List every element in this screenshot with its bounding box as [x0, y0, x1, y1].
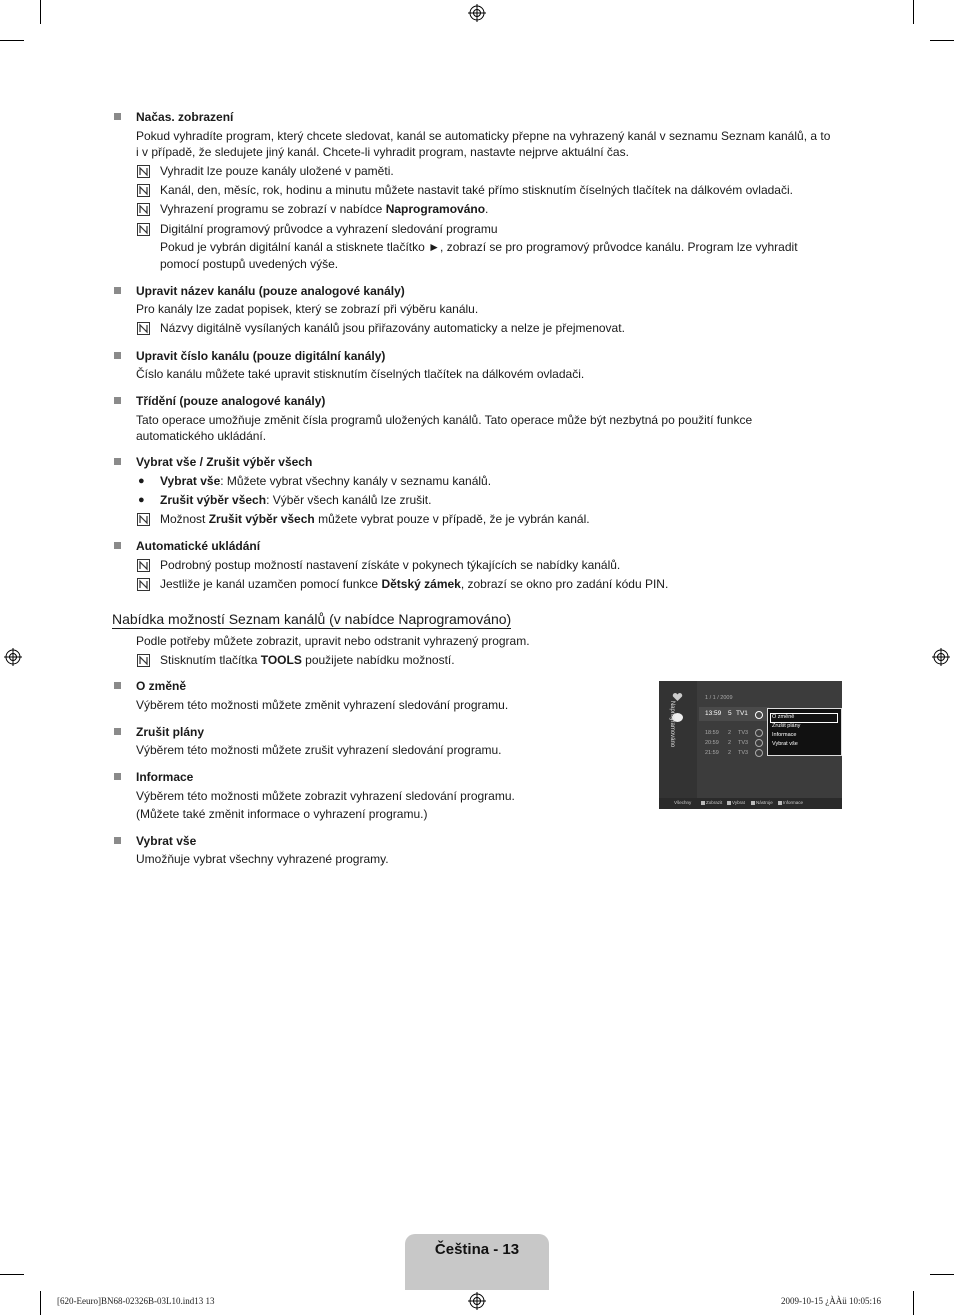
paragraph: i v případě, že sledujete jiný kanál. Chcete-li vyhradit program, nastavte nejprve aktuální čas.: [136, 145, 629, 159]
note-text: Názvy digitálně vysílaných kanálů jsou přiřazovány automaticky a nelze je přejmenovat.: [160, 321, 625, 335]
bullet-text: Zrušit výběr všech: Výběr všech kanálů lze zrušit.: [160, 493, 432, 507]
tv-row-num: 2: [728, 740, 732, 746]
print-footer-right: 2009-10-15 ¿ÀÀü 10:05:16: [781, 1296, 881, 1306]
note-icon: [137, 203, 150, 216]
note-icon: [137, 513, 150, 526]
button-swatch-icon: [751, 801, 755, 805]
tv-row-channel: TV3: [738, 730, 749, 736]
tools-popup-menu: [767, 708, 842, 756]
tv-date: 1 / 1 / 2009: [705, 695, 733, 701]
option-title: Vybrat vše: [136, 834, 197, 848]
tv-current-time: 13:59: [705, 710, 722, 717]
note-text: Vyhrazení programu se zobrazí v nabídce Naprogramováno.: [160, 202, 489, 216]
note-icon: [137, 322, 150, 335]
page-number-tab: [405, 1234, 549, 1290]
subsection-heading: Nabídka možností Seznam kanálů (v nabídce Naprogramováno): [112, 611, 512, 627]
tv-footer: [659, 798, 842, 809]
page-label: Čeština - 13: [434, 1241, 520, 1258]
tv-row-num: 2: [728, 730, 732, 736]
crop-mark: [913, 1291, 914, 1315]
footer-info: Informace: [778, 800, 803, 805]
button-swatch-icon: [727, 801, 731, 805]
paragraph: Tato operace umožňuje změnit čísla programů uložených kanálů. Tato operace může být nezbytná po použití funkce: [136, 413, 753, 427]
note-text: pomocí postupů uvedených výše.: [160, 257, 339, 271]
note-text: Kanál, den, měsíc, rok, hodinu a minutu můžete nastavit také přímo stisknutím číselných tlačítek na dálkovém ovladači.: [160, 183, 793, 197]
tv-row-time: 21:59: [705, 750, 719, 756]
clock-icon: [755, 729, 763, 737]
bullet-square-icon: [114, 287, 121, 294]
paragraph: Výběrem této možnosti můžete zobrazit vyhrazení sledování programu.: [136, 789, 515, 803]
bullet-square-icon: [114, 397, 121, 404]
footer-tools: Nástroje: [751, 800, 773, 805]
button-swatch-icon: [701, 801, 705, 805]
crop-mark: [40, 1291, 41, 1315]
bullet-text: Vybrat vše: Můžete vybrat všechny kanály v seznamu kanálů.: [160, 474, 492, 488]
popup-item[interactable]: Informace: [772, 732, 797, 738]
section-title: Automatické ukládání: [136, 539, 261, 553]
paragraph: automatického ukládání.: [136, 429, 267, 443]
popup-item[interactable]: O změně: [772, 714, 795, 720]
registration-mark-icon: [4, 648, 22, 666]
note-icon: [137, 654, 150, 667]
crop-mark: [930, 40, 954, 41]
paragraph: Výběrem této možnosti můžete změnit vyhrazení sledování programu.: [136, 698, 509, 712]
footer-zoom: Zobrazit: [701, 800, 722, 805]
bullet-square-icon: [114, 682, 121, 689]
bullet-square-icon: [114, 728, 121, 735]
heart-icon: [672, 693, 683, 701]
tv-row-channel: TV3: [738, 740, 749, 746]
clock-icon: [755, 749, 763, 757]
note-text: Jestliže je kanál uzamčen pomocí funkce Dětský zámek, zobrazí se okno pro zadání kódu PIN.: [160, 577, 669, 591]
note-text: Digitální programový průvodce a vyhrazení sledování programu: [160, 222, 498, 236]
option-title: Zrušit plány: [136, 725, 205, 739]
tv-sidebar: [659, 681, 697, 799]
bullet-dot-icon: ●: [138, 494, 145, 506]
note-icon: [137, 184, 150, 197]
section-title: Upravit číslo kanálu (pouze digitální kanály): [136, 349, 386, 363]
tv-row-time: 20:59: [705, 740, 719, 746]
note-text: Vyhradit lze pouze kanály uložené v paměti.: [160, 164, 394, 178]
crop-mark: [0, 40, 24, 41]
tv-row-time: 18:59: [705, 730, 719, 736]
crop-mark: [930, 1274, 954, 1275]
popup-item[interactable]: Vybrat vše: [772, 741, 798, 747]
note-icon: [137, 559, 150, 572]
paragraph: Výběrem této možnosti můžete zrušit vyhrazení sledování programu.: [136, 743, 502, 757]
note-icon: [137, 165, 150, 178]
bullet-dot-icon: ●: [138, 475, 145, 487]
note-icon: [137, 578, 150, 591]
note-text: Pokud je vybrán digitální kanál a stisknete tlačítko ►, zobrazí se pro programový průvodce kanálu. Program lze vyhradit: [160, 240, 798, 254]
clock-icon: [755, 739, 763, 747]
bullet-square-icon: [114, 352, 121, 359]
paragraph: (Můžete také změnit informace o vyhrazení programu.): [136, 807, 428, 821]
bullet-square-icon: [114, 773, 121, 780]
paragraph: Podle potřeby můžete zobrazit, upravit nebo odstranit vyhrazený program.: [136, 634, 530, 648]
tv-current-num: 5: [728, 710, 732, 717]
paragraph: Pokud vyhradíte program, který chcete sledovat, kanál se automaticky přepne na vyhrazený kanál v seznamu Seznam kanálů, a to: [136, 129, 831, 143]
bullet-square-icon: [114, 542, 121, 549]
registration-mark-icon: [932, 648, 950, 666]
tv-screenshot: [659, 681, 842, 809]
option-title: Informace: [136, 770, 194, 784]
bullet-square-icon: [114, 113, 121, 120]
paragraph: Číslo kanálu můžete také upravit stisknutím číselných tlačítek na dálkovém ovladači.: [136, 367, 585, 381]
crop-mark: [913, 0, 914, 24]
option-title: O změně: [136, 679, 187, 693]
note-icon: [137, 223, 150, 236]
button-swatch-icon: [778, 801, 782, 805]
note-text: Podrobný postup možností nastavení získáte v pokynech týkajících se nabídky kanálů.: [160, 558, 621, 572]
crop-mark: [0, 1274, 24, 1275]
note-text: Stisknutím tlačítka TOOLS použijete nabídku možností.: [160, 653, 455, 667]
section-title: Upravit název kanálu (pouze analogové kanály): [136, 284, 405, 298]
tv-row-channel: TV3: [738, 750, 749, 756]
paragraph: Pro kanály lze zadat popisek, který se zobrazí při výběru kanálu.: [136, 302, 479, 316]
registration-mark-icon: [468, 1292, 486, 1310]
footer-all: Všechny: [674, 800, 692, 805]
section-title: Vybrat vše / Zrušit výběr všech: [136, 455, 313, 469]
crop-mark: [40, 0, 41, 24]
note-text: Možnost Zrušit výběr všech můžete vybrat pouze v případě, že je vybrán kanál.: [160, 512, 590, 526]
clock-icon: [755, 711, 763, 719]
bullet-square-icon: [114, 837, 121, 844]
bullet-square-icon: [114, 458, 121, 465]
registration-mark-icon: [468, 4, 486, 22]
section-title: Načas. zobrazení: [136, 110, 234, 124]
footer-select: Vybrat: [727, 800, 745, 805]
tv-current-channel: TV1: [736, 710, 748, 717]
popup-item[interactable]: Zrušit plány: [772, 723, 801, 729]
print-footer-left: [620-Eeuro]BN68-02326B-03L10.ind13 13: [57, 1296, 215, 1306]
tv-row-num: 2: [728, 750, 732, 756]
section-title: Třídění (pouze analogové kanály): [136, 394, 326, 408]
tv-side-label: Naprogramováno: [669, 700, 676, 748]
paragraph: Umožňuje vybrat všechny vyhrazené programy.: [136, 852, 389, 866]
